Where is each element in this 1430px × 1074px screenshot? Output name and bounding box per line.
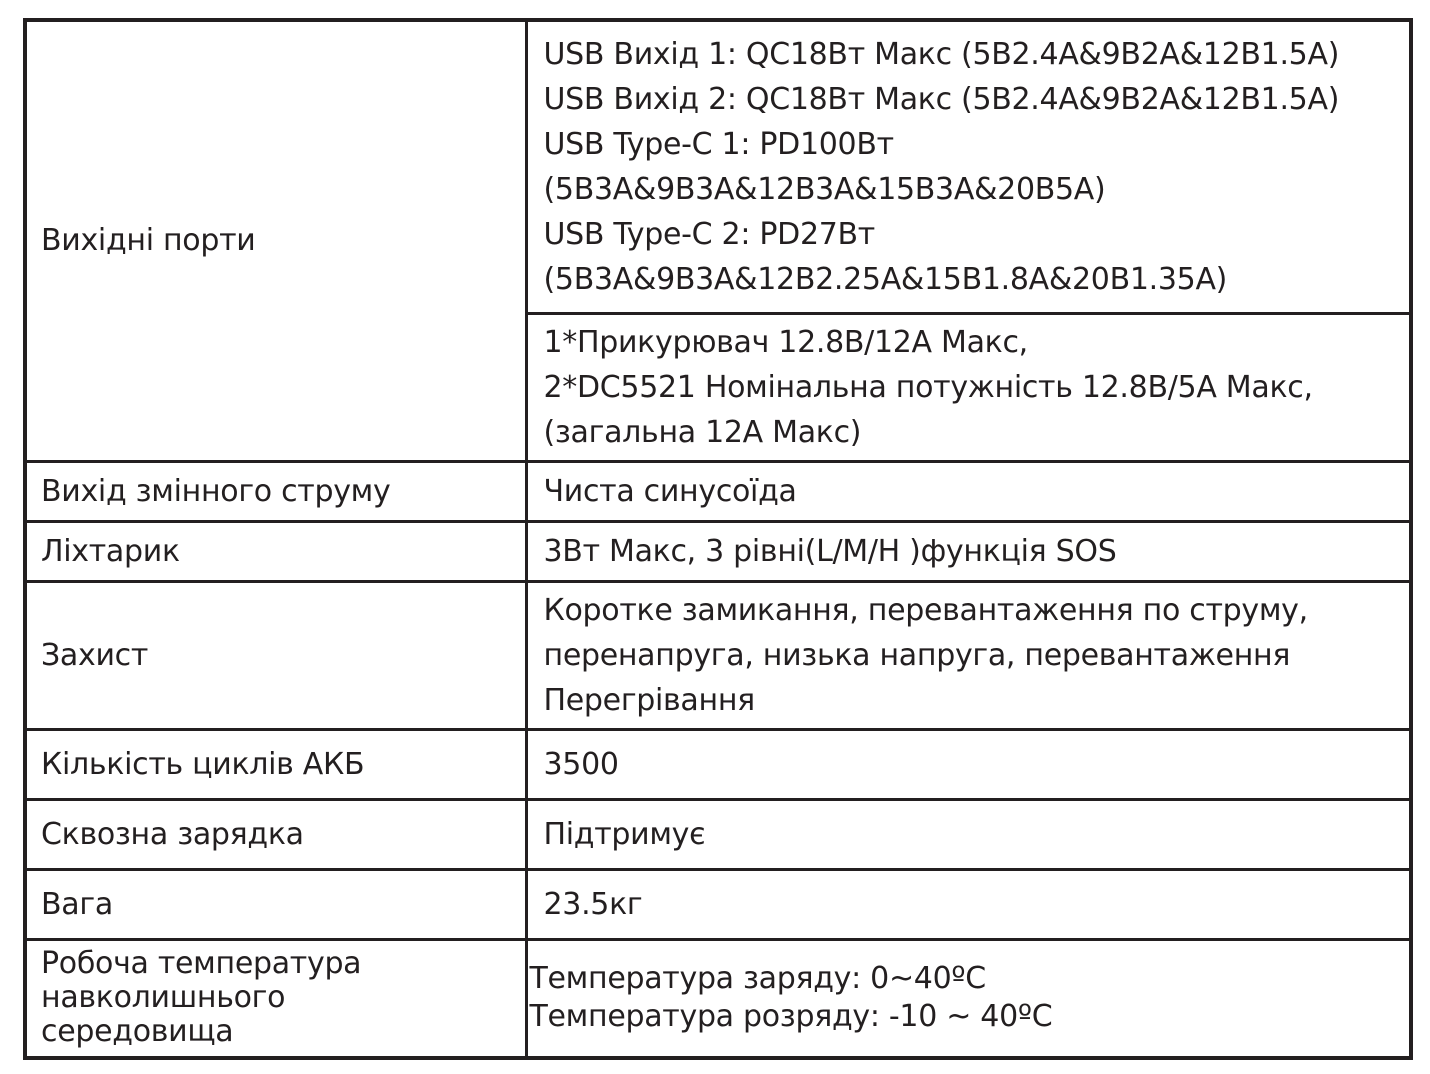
row-label-weight xyxy=(25,869,526,939)
row-value-battery-cycles xyxy=(526,729,1411,799)
cell-text: Перегрівання xyxy=(543,682,755,718)
cell-text: 23.5кг xyxy=(543,886,643,922)
cell-text: навколишнього xyxy=(41,980,286,1016)
cell-text: перенапруга, низька напруга, перевантаження xyxy=(543,637,1291,673)
row-value-pass-through xyxy=(526,799,1411,869)
cell-text: Кількість циклів АКБ xyxy=(41,746,365,782)
cell-text: Робоча температура xyxy=(41,946,362,982)
row-label-flashlight xyxy=(25,521,526,581)
cell-text: Захист xyxy=(41,637,149,673)
row-label-operating-temperature xyxy=(25,939,526,1058)
table-row xyxy=(25,799,1411,869)
row-label-ac-output xyxy=(25,461,526,521)
cell-text: середовища xyxy=(41,1014,234,1050)
cell-text: Сквозна зарядка xyxy=(41,816,304,852)
row-value-dc-ports xyxy=(526,313,1411,461)
cell-text: USB Вихід 1: QC18Вт Макс (5В2.4А&9В2А&12В1.5А) xyxy=(543,36,1340,72)
row-label-protection xyxy=(25,581,526,729)
cell-text: USB Вихід 2: QC18Вт Макс (5В2.4А&9В2А&12В1.5А) xyxy=(543,81,1340,117)
row-label-output-ports xyxy=(25,20,526,461)
cell-text: 3500 xyxy=(543,746,619,782)
cell-text: 1*Прикурювач 12.8В/12А Макс, xyxy=(543,324,1028,360)
row-label-pass-through xyxy=(25,799,526,869)
table-row xyxy=(25,461,1411,521)
cell-text: Ліхтарик xyxy=(41,533,180,569)
cell-text: Підтримує xyxy=(543,816,706,852)
row-value-ac-output xyxy=(526,461,1411,521)
table-row xyxy=(25,521,1411,581)
cell-text: Вихід змінного струму xyxy=(41,473,391,509)
cell-text: 2*DC5521 Номінальна потужність 12.8В/5А Макс, xyxy=(543,369,1313,405)
cell-text: (5В3А&9В3А&12В2.25А&15В1.8А&20В1.35А) xyxy=(543,261,1228,297)
cell-text: Температура розряду: -10 ~ 40ºC xyxy=(529,999,1053,1035)
row-value-flashlight xyxy=(526,521,1411,581)
row-value-usb-ports xyxy=(526,20,1411,313)
row-value-weight xyxy=(526,869,1411,939)
cell-text: (5В3А&9В3А&12В3А&15В3А&20В5А) xyxy=(543,171,1106,207)
cell-text: USB Type-C 2: PD27Вт xyxy=(543,216,875,252)
cell-text: USB Type-C 1: PD100Вт xyxy=(543,126,894,162)
cell-text: Вага xyxy=(41,886,113,922)
row-value-protection xyxy=(526,581,1411,729)
row-value-operating-temperature xyxy=(526,939,1411,1058)
table-row xyxy=(25,20,1411,313)
cell-text: Чиста синусоїда xyxy=(543,473,797,509)
row-label-battery-cycles xyxy=(25,729,526,799)
table-row xyxy=(25,939,1411,1058)
cell-text: (загальна 12А Макс) xyxy=(543,414,862,450)
cell-text: Вихідні порти xyxy=(41,223,256,259)
table-row xyxy=(25,729,1411,799)
cell-text: 3Вт Макс, 3 рівні(L/M/H )функція SOS xyxy=(543,533,1117,569)
cell-text: Коротке замикання, перевантаження по струму, xyxy=(543,592,1308,628)
cell-text: Температура заряду: 0~40ºC xyxy=(529,961,986,997)
table-row xyxy=(25,581,1411,729)
table-row xyxy=(25,869,1411,939)
spec-table xyxy=(23,18,1413,1060)
